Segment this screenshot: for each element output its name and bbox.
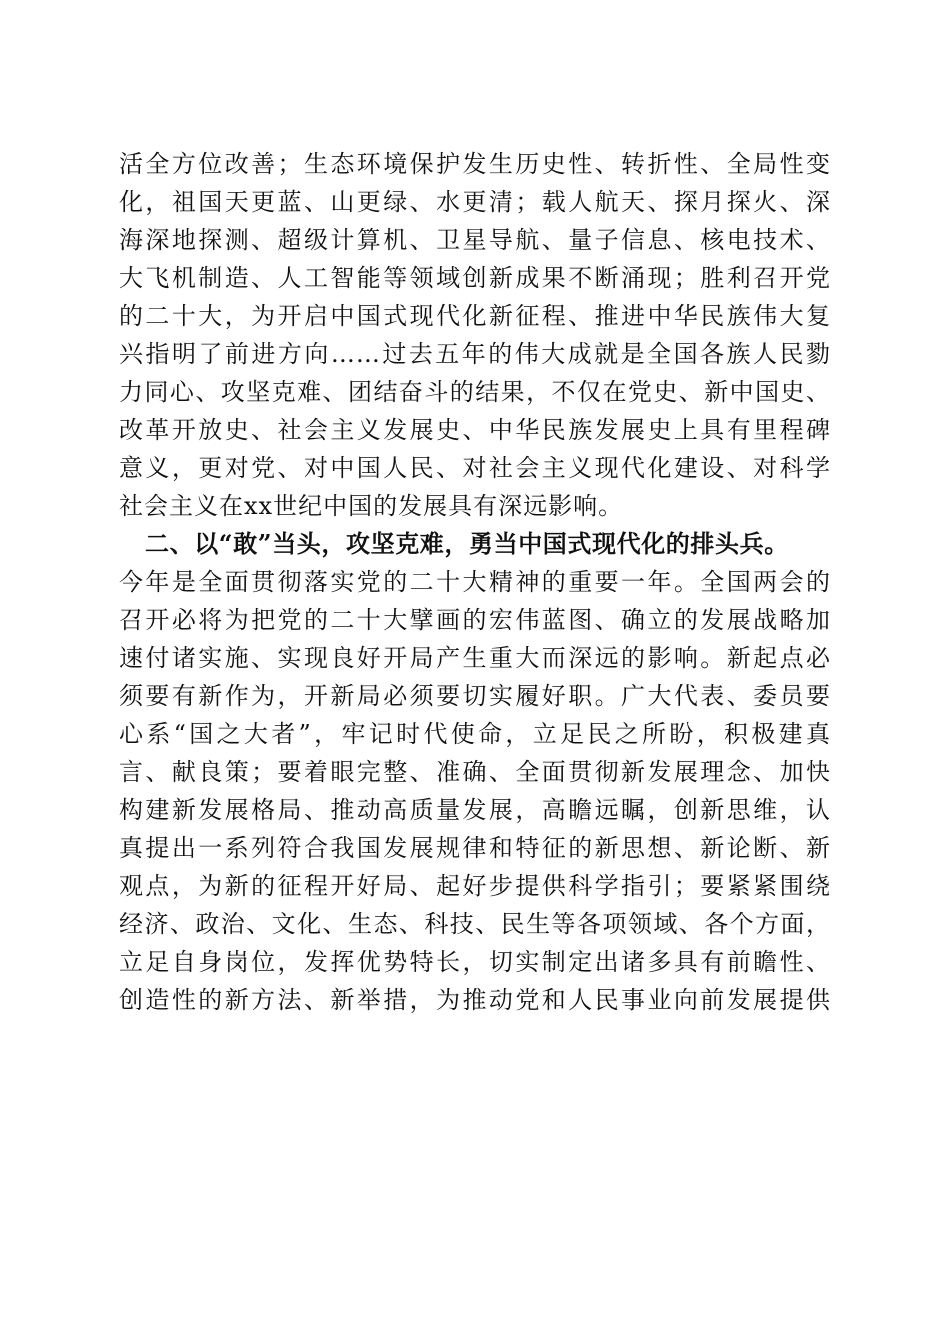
paragraph-1-line: 改革开放史、社会主义发展史、中华民族发展史上具有里程碑: [119, 416, 831, 444]
paragraph-1-line: 兴指明了前进方向……过去五年的伟大成就是全国各族人民勠: [119, 340, 831, 368]
paragraph-2-line: 创造性的新方法、新举措，为推动党和人民事业向前发展提供: [119, 986, 831, 1014]
paragraph-2-line: 速付诸实施、实现良好开局产生重大而深远的影响。新起点必: [119, 644, 831, 672]
paragraph-2-line: 观点，为新的征程开好局、起好步提供科学指引；要紧紧围绕: [119, 872, 831, 900]
paragraph-2-line: 经济、政治、文化、生态、科技、民生等各项领域、各个方面，: [119, 910, 831, 938]
paragraph-2-line: 立足自身岗位，发挥优势特长，切实制定出诸多具有前瞻性、: [119, 948, 831, 976]
paragraph-2-line: 构建新发展格局、推动高质量发展，高瞻远瞩，创新思维，认: [119, 796, 831, 824]
paragraph-2-line: 召开必将为把党的二十大擘画的宏伟蓝图、确立的发展战略加: [119, 606, 831, 634]
paragraph-1-line: 大飞机制造、人工智能等领域创新成果不断涌现；胜利召开党: [119, 264, 831, 292]
body-text: [119, 145, 831, 1019]
paragraph-2-line: 须要有新作为，开新局必须要切实履好职。广大代表、委员要: [119, 682, 831, 710]
paragraph-2-line: 今年是全面贯彻落实党的二十大精神的重要一年。全国两会的: [119, 568, 831, 596]
paragraph-2-line: 真提出一系列符合我国发展规律和特征的新思想、新论断、新: [119, 834, 831, 862]
paragraph-1-line: 海深地探测、超级计算机、卫星导航、量子信息、核电技术、: [119, 226, 831, 254]
paragraph-1-line: 意义，更对党、对中国人民、对社会主义现代化建设、对科学: [119, 454, 831, 482]
paragraph-2-line: 言、献良策；要着眼完整、准确、全面贯彻新发展理念、加快: [119, 758, 831, 786]
section-heading: 二、以“敢”当头，攻坚克难，勇当中国式现代化的排头兵。: [145, 529, 789, 558]
paragraph-2-line: 心系“国之大者”，牢记时代使命，立足民之所盼，积极建真: [119, 720, 831, 748]
paragraph-1-line: 化，祖国天更蓝、山更绿、水更清；载人航天、探月探火、深: [119, 188, 831, 216]
paragraph-1-line: 活全方位改善；生态环境保护发生历史性、转折性、全局性变: [119, 150, 831, 178]
paragraph-1-line: 社会主义在xx世纪中国的发展具有深远影响。: [119, 492, 624, 520]
paragraph-1-line: 的二十大，为开启中国式现代化新征程、推进中华民族伟大复: [119, 302, 831, 330]
paragraph-1-line: 力同心、攻坚克难、团结奋斗的结果，不仅在党史、新中国史、: [119, 378, 831, 406]
